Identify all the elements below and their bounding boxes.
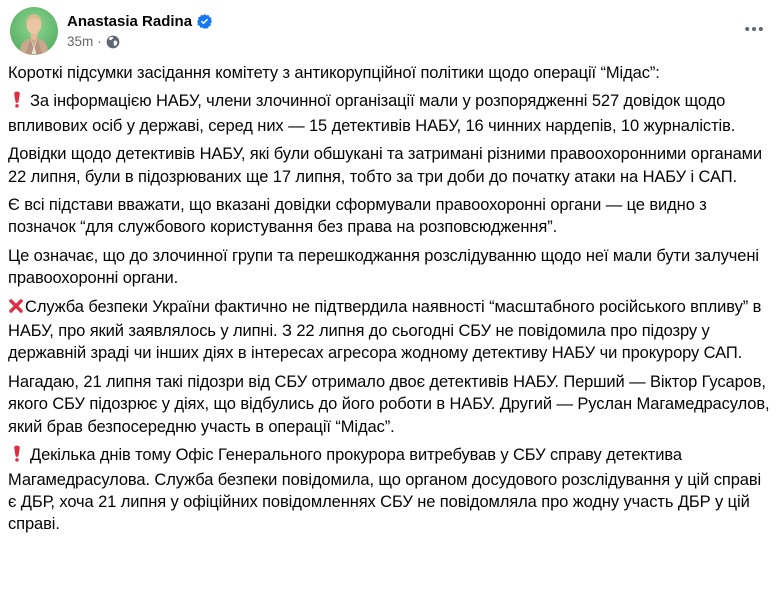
more-options-button[interactable] <box>740 18 768 40</box>
meta-separator: · <box>97 34 102 49</box>
red-cross-icon <box>8 298 24 320</box>
red-exclamation-icon <box>11 445 23 468</box>
author-name[interactable]: Anastasia Radina <box>67 13 193 30</box>
paragraph-text: Є всі підстави вважати, що вказані довідки сформували правоохоронні органи — це видно з позначок “для службового користування без права на розповсюдження”. <box>8 196 707 237</box>
post-body <box>0 55 780 536</box>
post-paragraph <box>8 245 772 290</box>
globe-public-icon <box>106 35 120 49</box>
post-header <box>0 0 780 55</box>
verified-badge-icon <box>197 14 212 29</box>
header-text <box>67 7 212 50</box>
paragraph-text: Це означає, що до злочинної групи та перешкоджання розслідуванню щодо неї мали бути залучені правоохоронні органи. <box>8 246 759 288</box>
post-paragraph <box>8 143 772 188</box>
paragraph-text: Довідки щодо детективів НАБУ, які були обшукані та затримані різними правоохоронними органами 22 липня, були в підозрюваних ще 17 липня, тобто за три доби до початку атаки на НАБУ і САП. <box>8 145 763 186</box>
paragraph-text: За інформацією НАБУ, члени злочинної організації мали у розпорядженні 527 довідок щодо впливових осіб у державі, серед них — 15 детективів НАБУ, 16 чинних нардепів, 10 журналістів. <box>8 92 736 135</box>
red-exclamation-icon <box>11 91 23 114</box>
post-paragraph <box>8 444 772 536</box>
post-meta <box>67 33 212 50</box>
post-paragraph <box>8 194 772 239</box>
post-paragraph <box>8 90 772 137</box>
paragraph-text: Короткі підсумки засідання комітету з антикорупційної політики щодо операції “Мідас”: <box>8 64 660 82</box>
paragraph-text: Декілька днів тому Офіс Генерального прокурора витребував у СБУ справу детектива Магамедрасулова. Служба безпеки повідомила, що органом досудового розслідування у цій справі є ДБР, хоча 21 липня у офіційних повідомленнях СБУ не повідомляла про жодну участь ДБР у цій справі. <box>8 446 762 534</box>
three-dots-icon <box>745 27 763 31</box>
avatar-image <box>10 7 58 55</box>
post-paragraph <box>8 371 772 438</box>
paragraph-text: Нагадаю, 21 липня такі підозри від СБУ отримало двоє детективів НАБУ. Перший — Віктор Гусаров, якого СБУ підозрює у діях, що відбулись до його роботи в НАБУ. Другий — Руслан Магамедрасулов, який брав безпосередню участь в операції “Мідас”. <box>8 372 770 436</box>
post-paragraph <box>8 62 772 84</box>
post-paragraph <box>8 296 772 365</box>
avatar[interactable] <box>10 7 58 55</box>
paragraph-text: Служба безпеки України фактично не підтвердила наявності “масштабного російського впливу” в НАБУ, про який заявлялось у липні. З 22 липня до сьогодні СБУ не повідомила про підозру у державній зраді чи інших діях в інтересах агресора жодному детективу НАБУ чи прокурору САП. <box>8 297 762 363</box>
timestamp[interactable]: 35m <box>67 34 94 49</box>
